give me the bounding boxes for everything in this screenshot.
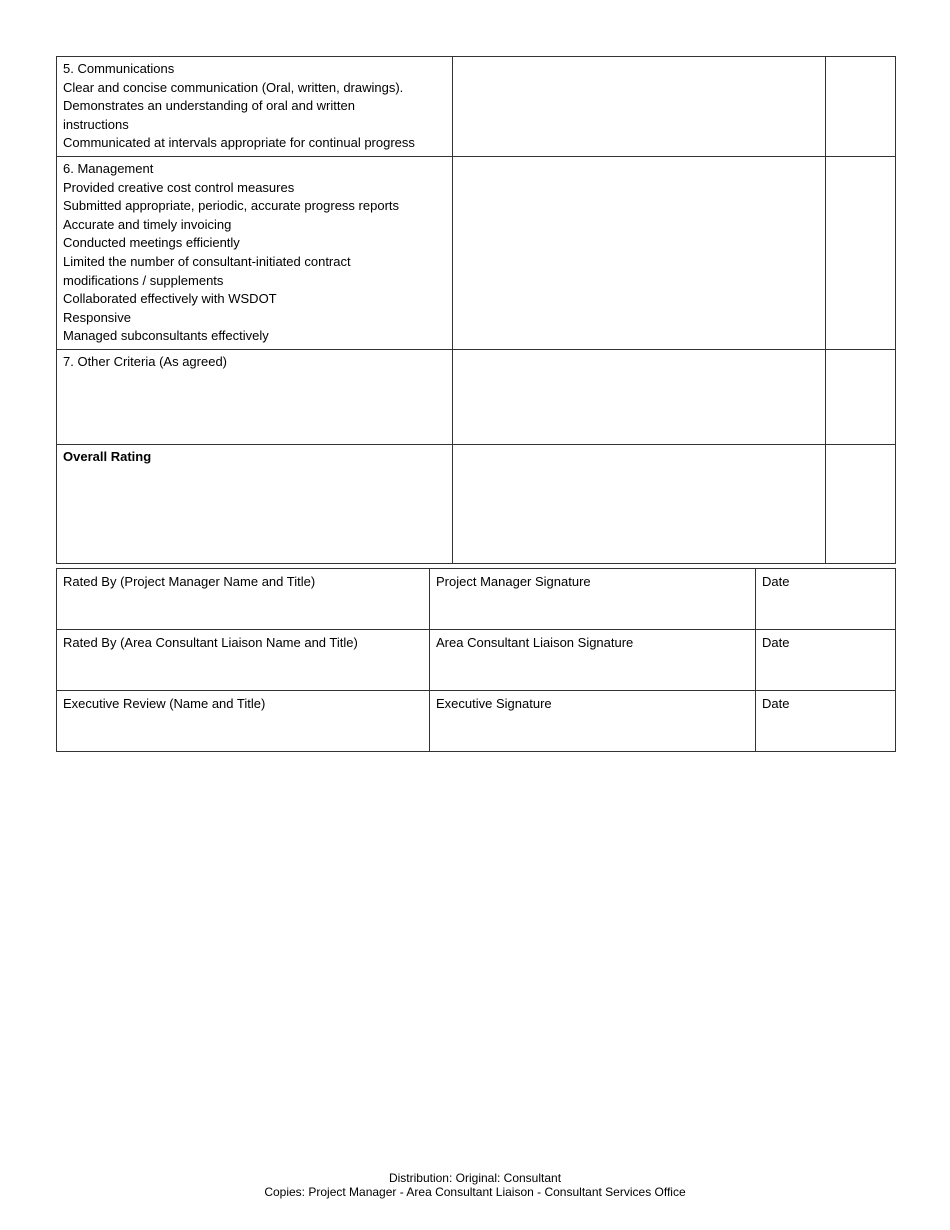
distribution-footer	[0, 1171, 950, 1199]
communications-heading: 5. Communications	[63, 61, 175, 76]
executive-signature-field[interactable]: Executive Signature	[430, 691, 756, 752]
communications-item: instructions	[63, 116, 129, 132]
liaison-name-field[interactable]: Rated By (Area Consultant Liaison Name and Title)	[57, 630, 430, 691]
overall-rating-score-field[interactable]	[826, 444, 896, 563]
overall-rating-comments-field[interactable]	[453, 444, 826, 563]
management-heading: 6. Management	[63, 160, 154, 176]
management-comments-field[interactable]	[453, 156, 826, 349]
management-item: Provided creative cost control measures	[63, 179, 295, 195]
other-criteria-rating-field[interactable]	[826, 349, 896, 444]
overall-rating-row	[57, 444, 896, 563]
communications-item: Communicated at intervals appropriate for continual progress	[63, 135, 415, 151]
communications-item: Clear and concise communication (Oral, written, drawings).	[63, 79, 404, 95]
signature-table	[56, 568, 896, 752]
liaison-signature-field[interactable]: Area Consultant Liaison Signature	[430, 630, 756, 691]
management-item: Collaborated effectively with WSDOT	[63, 291, 277, 307]
other-criteria-comments-field[interactable]	[453, 349, 826, 444]
management-item: Submitted appropriate, periodic, accurate progress reports	[63, 198, 400, 214]
executive-date-field[interactable]: Date	[756, 691, 896, 752]
management-item: Accurate and timely invoicing	[63, 216, 232, 232]
executive-name-field[interactable]: Executive Review (Name and Title)	[57, 691, 430, 752]
evaluation-criteria-table	[56, 56, 896, 564]
management-item: Managed subconsultants effectively	[63, 328, 269, 344]
signature-row	[57, 691, 896, 752]
communications-row	[57, 57, 896, 157]
project-manager-signature-field[interactable]: Project Manager Signature	[430, 569, 756, 630]
management-item: modifications / supplements	[63, 272, 224, 288]
management-criteria-cell	[57, 156, 453, 349]
management-row	[57, 156, 896, 349]
other-criteria-row	[57, 349, 896, 444]
other-criteria-heading: 7. Other Criteria (As agreed)	[63, 353, 228, 369]
signature-row	[57, 569, 896, 630]
copies-line: Copies: Project Manager - Area Consultant Liaison - Consultant Services Office	[264, 1185, 686, 1199]
overall-rating-heading: Overall Rating	[63, 448, 152, 464]
communications-item: Demonstrates an understanding of oral and written	[63, 98, 355, 114]
signature-row	[57, 630, 896, 691]
project-manager-date-field[interactable]: Date	[756, 569, 896, 630]
distribution-line: Distribution: Original: Consultant	[388, 1171, 562, 1185]
overall-rating-cell	[57, 444, 453, 563]
management-item: Conducted meetings efficiently	[63, 235, 240, 251]
communications-rating-field[interactable]	[826, 57, 896, 157]
other-criteria-cell	[57, 349, 453, 444]
management-rating-field[interactable]	[826, 156, 896, 349]
management-item: Limited the number of consultant-initiated contract	[63, 253, 351, 269]
communications-criteria-cell	[57, 57, 453, 157]
communications-comments-field[interactable]	[453, 57, 826, 157]
project-manager-name-field[interactable]: Rated By (Project Manager Name and Title)	[57, 569, 430, 630]
liaison-date-field[interactable]: Date	[756, 630, 896, 691]
management-item: Responsive	[63, 309, 131, 325]
